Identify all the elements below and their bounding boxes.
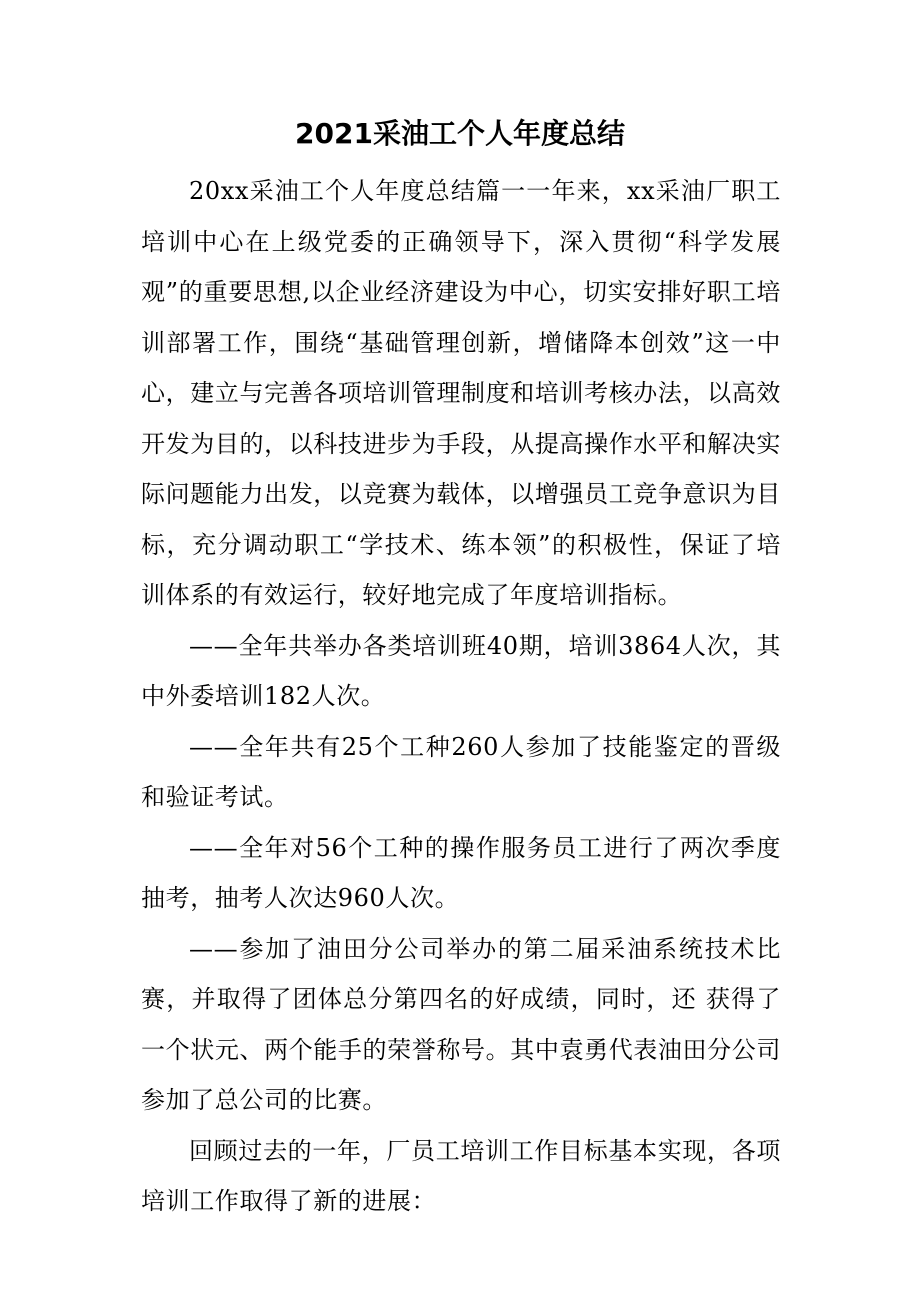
paragraph-review: 回顾过去的一年，厂员工培训工作目标基本实现，各项培训工作取得了新的进展： — [141, 1136, 781, 1215]
paragraph-training-classes: ——全年共举办各类培训班40期，培训3864人次，其中外委培训182人次。 — [141, 631, 781, 710]
paragraph-intro: 20xx采油工个人年度总结篇一一年来，xx采油厂职工培训中心在上级党委的正确领导下，深入贯彻“科学发展观”的重要思想,以企业经济建设为中心，切实安排好职工培训部署工作，围绕“基础管理创新，增储降本创效”这一中心，建立与完善各项培训管理制度和培训考核办法，以高效开发为目的，以科技进步为手段，从提高操作水平和解决实际问题能力出发，以竞赛为载体，以增强员工竞争意识为目标，充分调动职工“学技术、练本领”的积极性，保证了培训体系的有效运行，较好地完成了年度培训指标。 — [141, 177, 781, 609]
paragraph-quarterly-exam: ——全年对56个工种的操作服务员工进行了两次季度抽考，抽考人次达960人次。 — [141, 833, 781, 912]
paragraph-skill-appraisal: ——全年共有25个工种260人参加了技能鉴定的晋级和验证考试。 — [141, 732, 781, 811]
document-title: 2021采油工个人年度总结 — [295, 117, 625, 150]
document-body — [141, 166, 781, 1227]
paragraph-competition: ——参加了油田分公司举办的第二届采油系统技术比赛，并取得了团体总分第四名的好成绩，同时，还 获得了一个状元、两个能手的荣誉称号。其中袁勇代表油田分公司参加了总公司的比赛。 — [141, 934, 781, 1114]
